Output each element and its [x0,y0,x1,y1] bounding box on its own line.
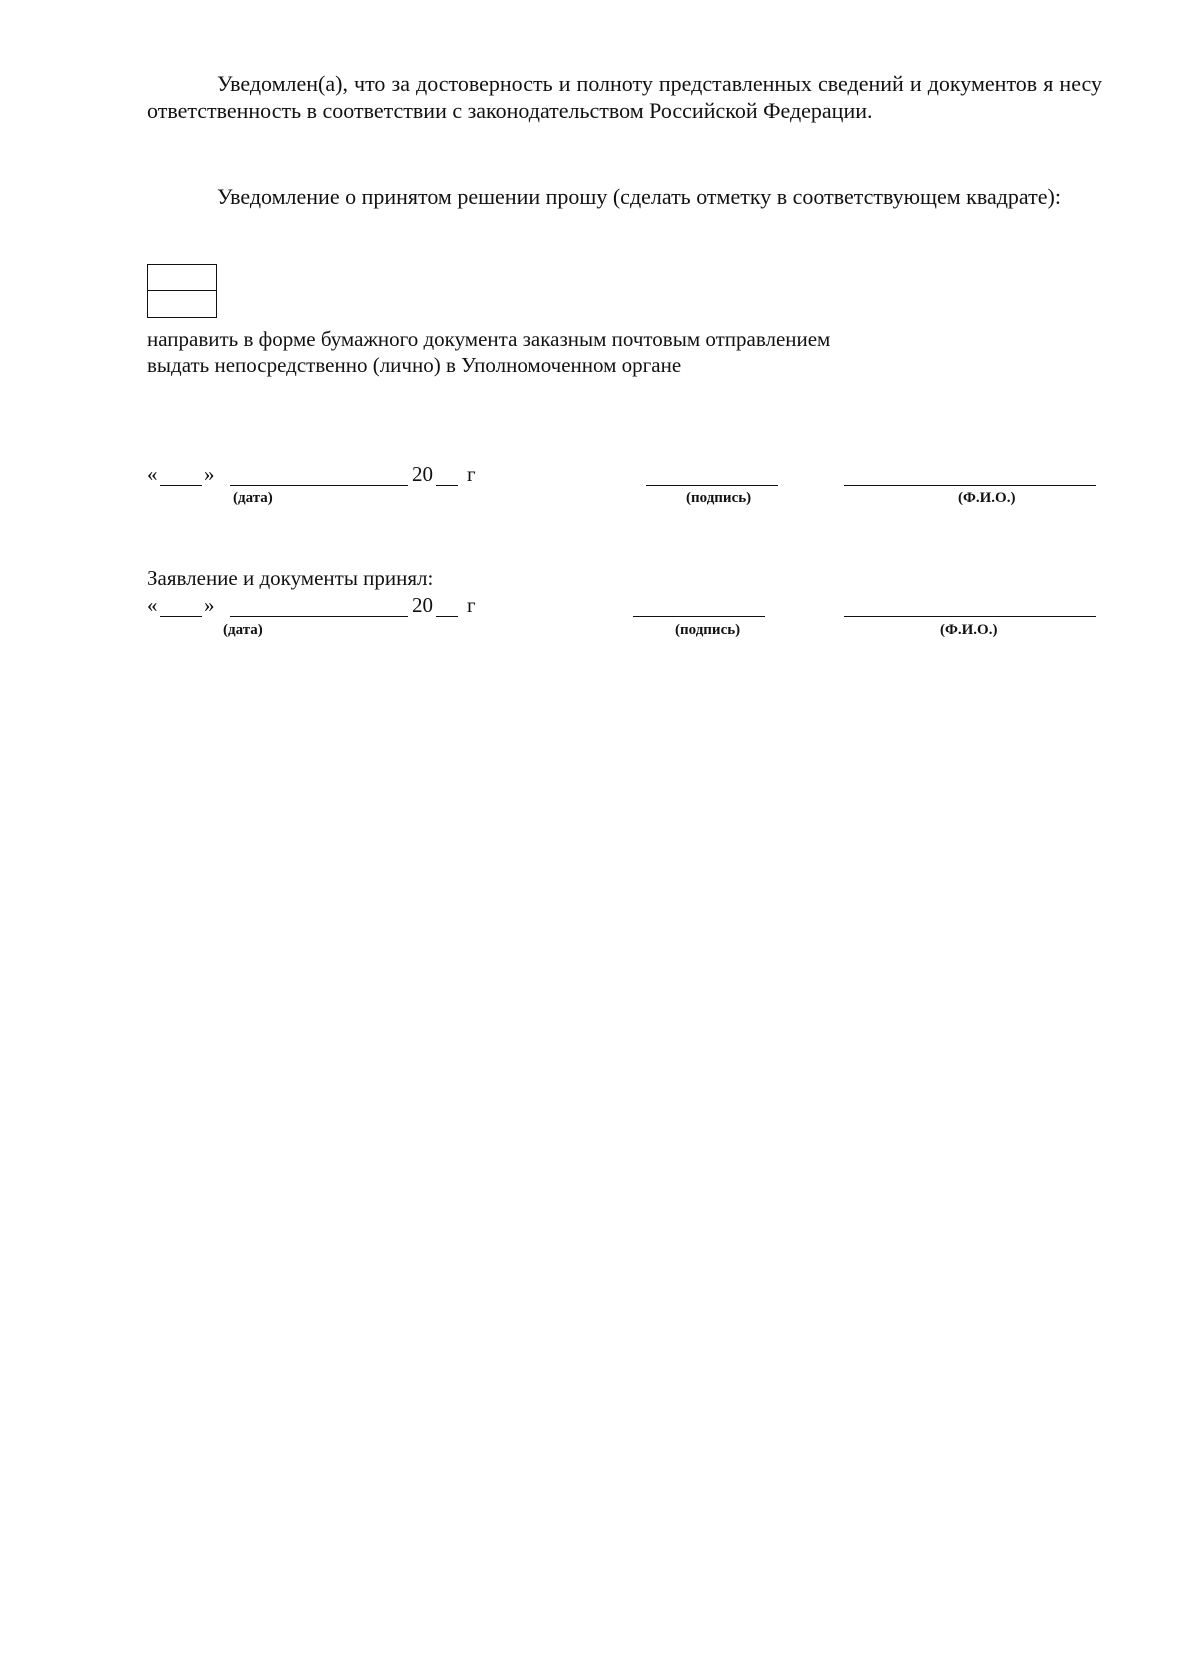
signature-caption: (подпись) [686,490,752,506]
option-mail-label: направить в форме бумажного документа заказным почтовым отправлением [147,327,831,351]
year-field[interactable] [436,485,458,486]
accepted-by-heading: Заявление и документы принял: [147,566,434,590]
full-name-field[interactable] [844,616,1096,617]
year-field[interactable] [436,616,458,617]
full-name-caption: (Ф.И.О.) [940,622,998,638]
month-field[interactable] [230,485,408,486]
option-in-person-label: выдать непосредственно (лично) в Уполномоченном органе [147,353,682,377]
signature-field[interactable] [633,616,765,617]
quote-open: « [147,593,158,617]
full-name-caption: (Ф.И.О.) [958,490,1016,506]
year-suffix: г [467,462,476,486]
year-prefix: 20 [412,462,433,486]
option-checkbox-group [147,264,219,318]
day-field[interactable] [160,485,202,486]
quote-close: » [204,593,215,617]
month-field[interactable] [230,616,408,617]
delivery-method-instruction: Уведомление о принятом решении прошу (сделать отметку в соответствующем квадрате): [217,184,1061,209]
quote-open: « [147,462,158,486]
option-in-person-checkbox[interactable] [147,291,217,318]
signature-caption: (подпись) [675,622,741,638]
day-field[interactable] [160,616,202,617]
option-mail-checkbox[interactable] [147,264,217,291]
year-prefix: 20 [412,593,433,617]
quote-close: » [204,462,215,486]
year-suffix: г [467,593,476,617]
date-caption: (дата) [233,490,273,506]
full-name-field[interactable] [844,485,1096,486]
date-caption: (дата) [223,622,263,638]
responsibility-notice: Уведомлен(а), что за достоверность и полноту представленных сведений и документов я несу ответственность в соответствии с законодательством Российской Федерации. [147,71,1102,123]
signature-field[interactable] [646,485,778,486]
